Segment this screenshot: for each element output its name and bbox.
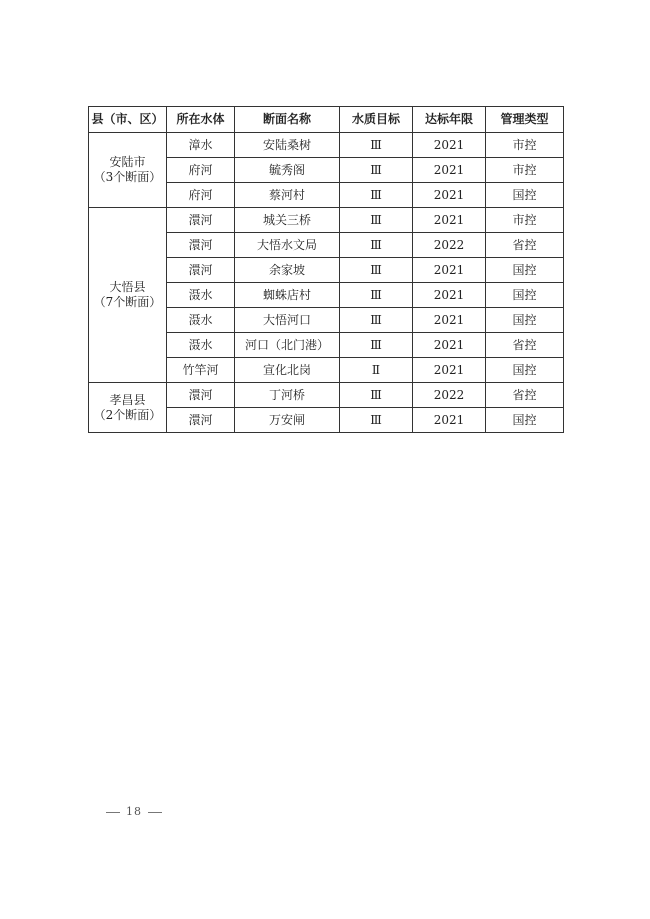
table-header-row [89, 107, 564, 133]
management-type-cell: 市控 [486, 208, 564, 233]
quality-target-cell: Ⅲ [340, 208, 413, 233]
table-body [89, 133, 564, 433]
county-cell [89, 208, 167, 383]
target-year-cell: 2021 [413, 208, 486, 233]
table-row [89, 383, 564, 408]
section-name-cell: 蜘蛛店村 [235, 283, 340, 308]
water-section-table [88, 106, 564, 433]
quality-target-cell: Ⅲ [340, 383, 413, 408]
quality-target-cell: Ⅲ [340, 183, 413, 208]
management-type-cell: 国控 [486, 183, 564, 208]
page-number: 18 [126, 805, 142, 818]
quality-target-cell: Ⅲ [340, 283, 413, 308]
section-name-cell: 丁河桥 [235, 383, 340, 408]
section-name-cell: 毓秀阁 [235, 158, 340, 183]
management-type-cell: 省控 [486, 333, 564, 358]
header-management-type: 管理类型 [486, 107, 564, 133]
section-name-cell: 余家坡 [235, 258, 340, 283]
management-type-cell: 国控 [486, 308, 564, 333]
header-section-name: 断面名称 [235, 107, 340, 133]
section-name-cell: 河口（北门港） [235, 333, 340, 358]
county-section-count: （2个断面） [93, 407, 162, 422]
section-name-cell: 大悟河口 [235, 308, 340, 333]
quality-target-cell: Ⅲ [340, 308, 413, 333]
target-year-cell: 2021 [413, 258, 486, 283]
county-cell [89, 383, 167, 433]
target-year-cell: 2021 [413, 283, 486, 308]
header-county: 县（市、区） [89, 107, 167, 133]
target-year-cell: 2021 [413, 333, 486, 358]
water-body-cell: 滠水 [167, 308, 235, 333]
management-type-cell: 国控 [486, 283, 564, 308]
management-type-cell: 省控 [486, 383, 564, 408]
header-quality-target: 水质目标 [340, 107, 413, 133]
county-name: 安陆市 [109, 155, 146, 169]
quality-target-cell: Ⅲ [340, 158, 413, 183]
section-name-cell: 城关三桥 [235, 208, 340, 233]
water-body-cell: 府河 [167, 158, 235, 183]
section-name-cell: 万安闸 [235, 408, 340, 433]
water-body-cell: 竹竿河 [167, 358, 235, 383]
management-type-cell: 省控 [486, 233, 564, 258]
water-body-cell: 澴河 [167, 383, 235, 408]
page-footer [100, 805, 168, 818]
footer-dash-left [106, 812, 120, 813]
header-target-year: 达标年限 [413, 107, 486, 133]
management-type-cell: 市控 [486, 158, 564, 183]
quality-target-cell: Ⅲ [340, 133, 413, 158]
footer-dash-right [148, 812, 162, 813]
county-cell [89, 133, 167, 208]
target-year-cell: 2021 [413, 308, 486, 333]
target-year-cell: 2022 [413, 383, 486, 408]
target-year-cell: 2021 [413, 408, 486, 433]
county-name: 大悟县 [109, 280, 146, 294]
county-name: 孝昌县 [109, 392, 146, 407]
section-name-cell: 蔡河村 [235, 183, 340, 208]
management-type-cell: 国控 [486, 408, 564, 433]
quality-target-cell: Ⅲ [340, 408, 413, 433]
section-name-cell: 大悟水文局 [235, 233, 340, 258]
quality-target-cell: Ⅲ [340, 333, 413, 358]
water-body-cell: 澴河 [167, 208, 235, 233]
table-row [89, 208, 564, 233]
target-year-cell: 2021 [413, 133, 486, 158]
section-name-cell: 宣化北岗 [235, 358, 340, 383]
water-body-cell: 澴河 [167, 408, 235, 433]
quality-target-cell: Ⅲ [340, 258, 413, 283]
water-body-cell: 漳水 [167, 133, 235, 158]
water-body-cell: 澴河 [167, 233, 235, 258]
water-body-cell: 滠水 [167, 333, 235, 358]
water-body-cell: 府河 [167, 183, 235, 208]
water-body-cell: 滠水 [167, 283, 235, 308]
management-type-cell: 国控 [486, 258, 564, 283]
header-water-body: 所在水体 [167, 107, 235, 133]
management-type-cell: 国控 [486, 358, 564, 383]
target-year-cell: 2021 [413, 358, 486, 383]
quality-target-cell: Ⅱ [340, 358, 413, 383]
target-year-cell: 2022 [413, 233, 486, 258]
county-section-count: （7个断面） [93, 295, 162, 309]
section-name-cell: 安陆桑树 [235, 133, 340, 158]
table-row [89, 133, 564, 158]
target-year-cell: 2021 [413, 158, 486, 183]
quality-target-cell: Ⅲ [340, 233, 413, 258]
target-year-cell: 2021 [413, 183, 486, 208]
county-section-count: （3个断面） [93, 170, 162, 184]
water-body-cell: 澴河 [167, 258, 235, 283]
management-type-cell: 市控 [486, 133, 564, 158]
